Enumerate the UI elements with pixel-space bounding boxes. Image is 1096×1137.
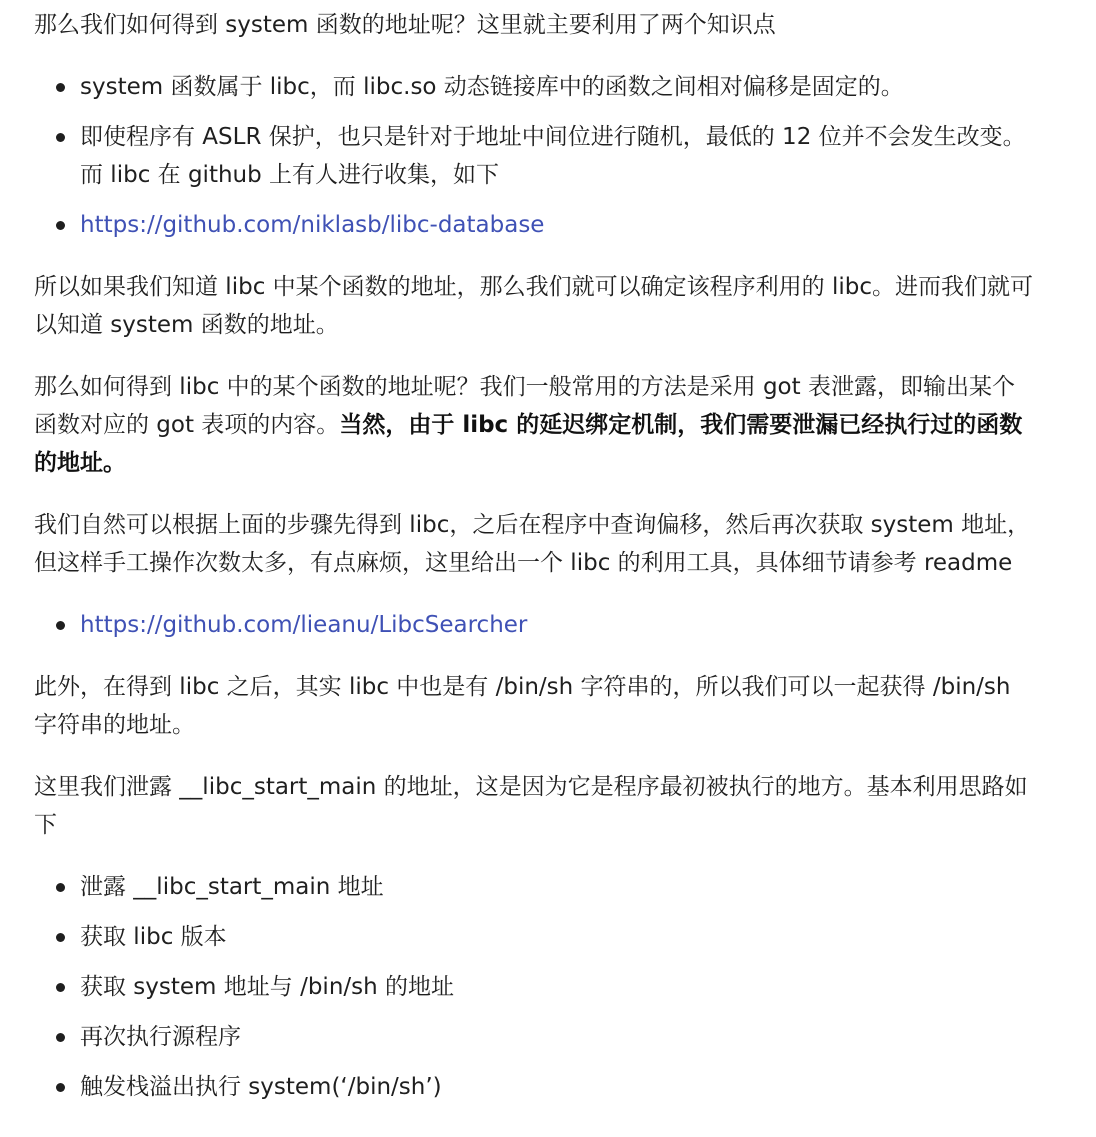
libc-database-link[interactable]: https://github.com/niklasb/libc-database [80,212,545,238]
list-item: 即使程序有 ASLR 保护，也只是针对于地址中间位进行随机，最低的 12 位并不会发生改变。 [80,124,1026,150]
bullet-dot [56,83,65,92]
bold-emphasis: 当然，由于 libc 的延迟绑定机制，我们需要泄漏已经执行过的函数 [339,412,1023,438]
list-item: 泄露 __libc_start_main 地址 [80,874,384,900]
bullet-dot [56,1083,65,1092]
bullet-dot [56,933,65,942]
paragraph-line: 此外，在得到 libc 之后，其实 libc 中也是有 /bin/sh 字符串的，所以我们可以一起获得 /bin/sh [34,674,1011,700]
bullet-dot [56,133,65,142]
paragraph-line: 所以如果我们知道 libc 中某个函数的地址，那么我们就可以确定该程序利用的 libc。进而我们就可 [34,274,1033,300]
list-item: 获取 system 地址与 /bin/sh 的地址 [80,974,455,1000]
bullet-dot [56,621,65,630]
libcsearcher-link[interactable]: https://github.com/lieanu/LibcSearcher [80,612,528,638]
list-item: system 函数属于 libc，而 libc.so 动态链接库中的函数之间相对偏移是固定的。 [80,74,904,100]
paragraph-line: 我们自然可以根据上面的步骤先得到 libc，之后在程序中查询偏移，然后再次获取 system 地址， [34,512,1031,538]
bullet-dot [56,221,65,230]
paragraph-line: 字符串的地址。 [34,712,195,738]
list-item [80,206,544,244]
paragraph-intro: 那么我们如何得到 system 函数的地址呢？这里就主要利用了两个知识点 [34,12,776,38]
bullet-dot [56,1033,65,1042]
paragraph-line: 那么如何得到 libc 中的某个函数的地址呢？我们一般常用的方法是采用 got 表泄露，即输出某个 [34,374,1015,400]
paragraph-line: 这里我们泄露 __libc_start_main 的地址，这是因为它是程序最初被执行的地方。基本利用思路如 [34,774,1028,800]
list-item: 获取 libc 版本 [80,924,227,950]
list-item [80,606,527,644]
bullet-dot [56,983,65,992]
paragraph-line: 但这样手工操作次数太多，有点麻烦，这里给出一个 libc 的利用工具，具体细节请参考 readme [34,550,1013,576]
paragraph-line [34,444,126,482]
paragraph-text: 函数对应的 got 表项的内容。 [34,412,340,438]
list-item: 再次执行源程序 [80,1024,241,1050]
paragraph-line: 以知道 system 函数的地址。 [34,312,339,338]
bullet-dot [56,883,65,892]
list-item-continuation: 而 libc 在 github 上有人进行收集，如下 [80,162,500,188]
bold-emphasis: 的地址。 [34,450,126,476]
paragraph-line [34,406,1022,444]
paragraph-line: 下 [34,812,57,838]
list-item: 触发栈溢出执行 system(‘/bin/sh’) [80,1074,442,1100]
